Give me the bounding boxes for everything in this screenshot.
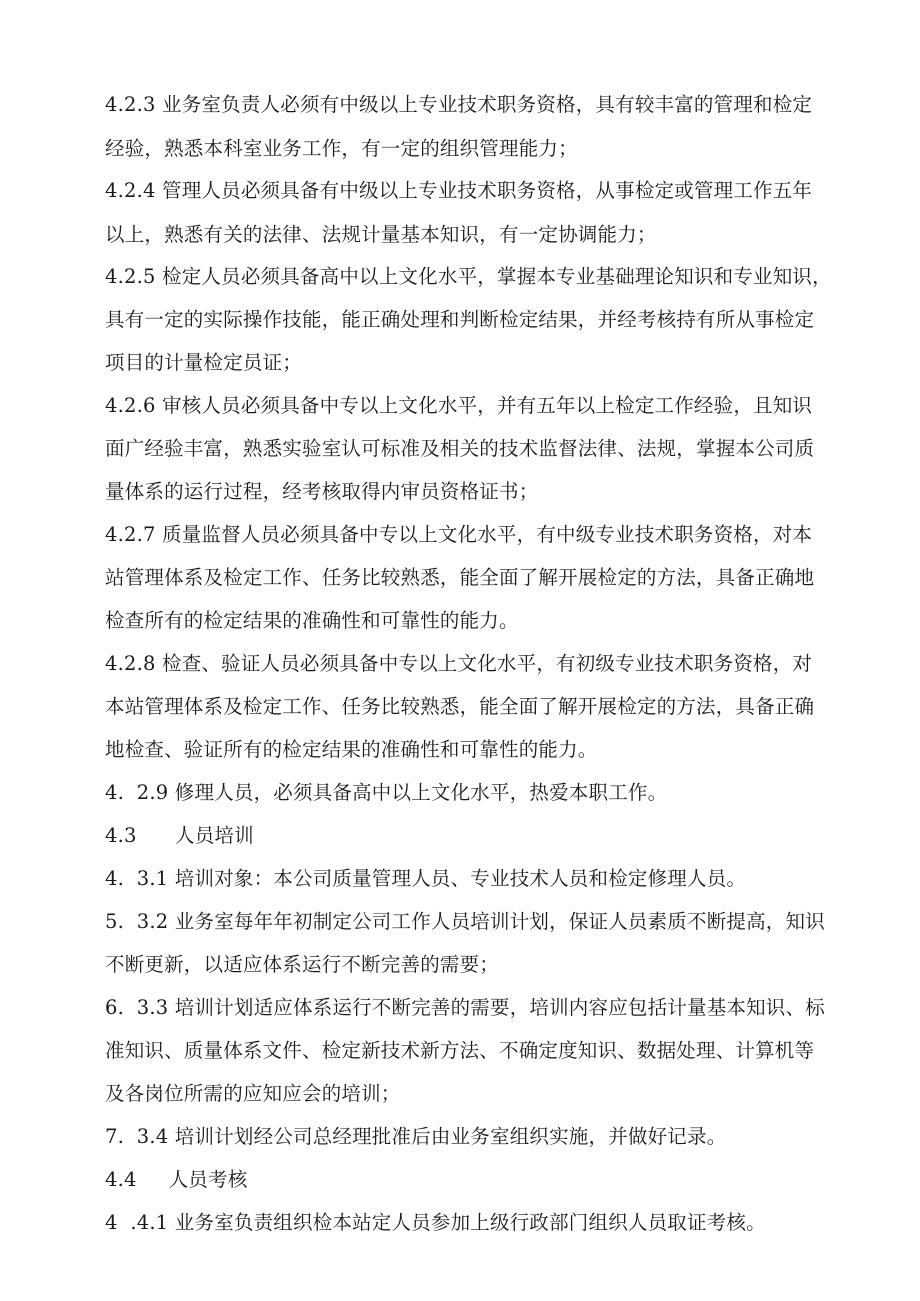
text-line: 及各岗位所需的应知应会的培训； — [105, 1082, 401, 1105]
text-line: 检查所有的检定结果的准确性和可靠性的能力。 — [105, 609, 519, 632]
text-line: 4. 3.1 培训对象：本公司质量管理人员、专业技术人员和检定修理人员。 — [105, 867, 747, 890]
text-line: 面广经验丰富，熟悉实验室认可标准及相关的技术监督法律、法规，掌握本公司质 — [105, 437, 815, 460]
text-line: 地检查、验证所有的检定结果的准确性和可靠性的能力。 — [105, 738, 598, 761]
text-line: 以上，熟悉有关的法律、法规计量基本知识，有一定协调能力； — [105, 223, 657, 246]
text-line: 4.2.6 审核人员必须具备中专以上文化水平，并有五年以上检定工作经验，且知识 — [105, 394, 813, 417]
section-heading: 4.4 人员考核 — [105, 1168, 248, 1191]
text-line: 4.2.4 管理人员必须具备有中级以上专业技术职务资格，从事检定或管理工作五年 — [105, 179, 813, 202]
text-line: 经验，熟悉本科室业务工作，有一定的组织管理能力； — [105, 137, 578, 160]
text-line: 4.2.3 业务室负责人必须有中级以上专业技术职务资格，具有较丰富的管理和检定 — [105, 93, 813, 116]
text-line: 4.2.8 检查、验证人员必须具备中专以上文化水平，有初级专业技术职务资格，对 — [105, 652, 813, 675]
text-line: 准知识、质量体系文件、检定新技术新方法、不确定度知识、数据处理、计算机等 — [105, 1039, 815, 1062]
text-line: 5. 3.2 业务室每年年初制定公司工作人员培训计划，保证人员素质不断提高，知识 — [105, 910, 825, 933]
text-line: 4 .4.1 业务室负责组织检本站定人员参加上级行政部门组织人员取证考核。 — [105, 1211, 766, 1234]
text-line: 具有一定的实际操作技能，能正确处理和判断检定结果，并经考核持有所从事检定 — [105, 308, 815, 331]
text-line: 站管理体系及检定工作、任务比较熟悉，能全面了解开展检定的方法，具备正确地 — [105, 566, 815, 589]
text-line: 项目的计量检定员证； — [105, 351, 303, 374]
text-line: 4.2.7 质量监督人员必须具备中专以上文化水平，有中级专业技术职务资格，对本 — [105, 523, 813, 546]
text-line: 量体系的运行过程，经考核取得内审员资格证书； — [105, 480, 539, 503]
text-line: 6. 3.3 培训计划适应体系运行不断完善的需要，培训内容应包括计量基本知识、标 — [105, 996, 825, 1019]
text-line: 4.2.5 检定人员必须具备高中以上文化水平，掌握本专业基础理论知识和专业知识， — [105, 265, 832, 288]
section-heading: 4.3 人员培训 — [105, 824, 254, 847]
text-line: 本站管理体系及检定工作、任务比较熟悉，能全面了解开展检定的方法，具备正确 — [105, 695, 815, 718]
text-line: 4. 2.9 修理人员，必须具备高中以上文化水平，热爱本职工作。 — [105, 781, 668, 804]
text-line: 不断更新，以适应体系运行不断完善的需要； — [105, 953, 500, 976]
text-line: 7. 3.4 培训计划经公司总经理批准后由业务室组织实施，并做好记录。 — [105, 1125, 727, 1148]
